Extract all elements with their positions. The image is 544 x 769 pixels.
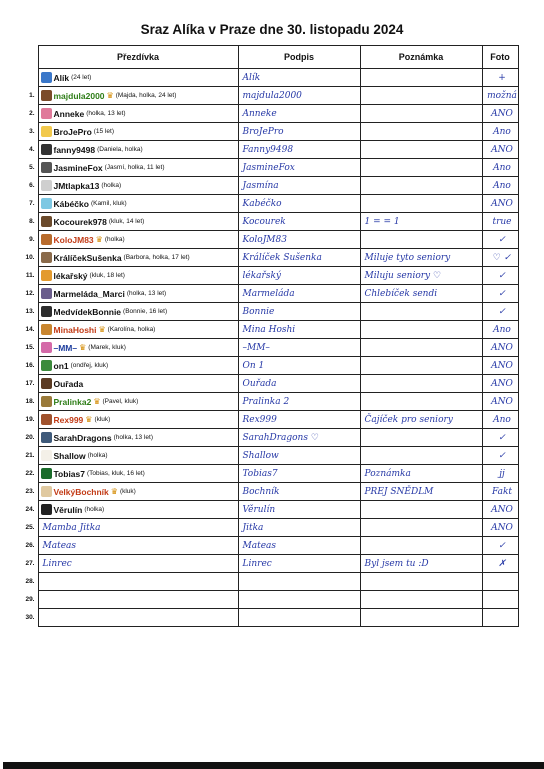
photo-cell: ANO	[482, 357, 518, 375]
photo-cell: jj	[482, 465, 518, 483]
table-row	[21, 555, 518, 573]
row-number: 28.	[21, 573, 38, 591]
table-row	[21, 519, 518, 537]
nickname: majdula2000	[53, 90, 105, 101]
signature-cell: BroJePro	[238, 123, 360, 141]
row-number: 2.	[21, 105, 38, 123]
avatar	[41, 216, 52, 227]
note-cell	[360, 447, 482, 465]
nickname-cell	[38, 555, 238, 573]
nickname-cell	[38, 105, 238, 123]
nickname-cell	[38, 573, 238, 591]
table-row	[21, 483, 518, 501]
table-row	[21, 123, 518, 141]
table-header-row	[21, 46, 518, 69]
photo-cell: ANO	[482, 519, 518, 537]
nickname-cell	[38, 69, 238, 87]
note-cell	[360, 177, 482, 195]
photo-cell: ANO	[482, 339, 518, 357]
page-title: Sraz Alíka v Praze dne 30. listopadu 2024	[140, 22, 404, 37]
row-number: 3.	[21, 123, 38, 141]
avatar	[41, 180, 52, 191]
avatar	[41, 342, 52, 353]
nickname-cell	[38, 267, 238, 285]
note-cell	[360, 141, 482, 159]
nickname-detail: (Kamil, kluk)	[90, 200, 127, 207]
row-number: 11.	[21, 267, 38, 285]
nickname-cell	[38, 357, 238, 375]
header-note: Poznámka	[360, 46, 482, 69]
table-row	[21, 159, 518, 177]
nickname: Věrulín	[53, 504, 83, 515]
row-number: 20.	[21, 429, 38, 447]
signature-cell: Anneke	[238, 105, 360, 123]
signature-cell: lékařský	[238, 267, 360, 285]
nickname-cell	[38, 411, 238, 429]
nickname: JasmineFox	[53, 162, 103, 173]
note-cell: Chlebíček sendi	[360, 285, 482, 303]
signature-cell: Králíček Sušenka	[238, 249, 360, 267]
table-row	[21, 573, 518, 591]
photo-cell: ✓	[482, 303, 518, 321]
note-cell	[360, 159, 482, 177]
nickname-cell	[38, 303, 238, 321]
nickname: Pralinka2	[53, 396, 92, 407]
header-number	[21, 46, 38, 69]
photo-cell: Ano	[482, 123, 518, 141]
table-row	[21, 231, 518, 249]
photo-cell	[482, 591, 518, 609]
nickname-cell	[38, 483, 238, 501]
avatar	[41, 486, 52, 497]
avatar	[41, 360, 52, 371]
nickname-detail: (Tobias, kluk, 16 let)	[87, 470, 145, 477]
nickname-detail: (Karolína, holka)	[107, 326, 156, 333]
signature-cell: Mateas	[238, 537, 360, 555]
row-number: 19.	[21, 411, 38, 429]
note-cell: Poznámka	[360, 465, 482, 483]
photo-cell: Ano	[482, 321, 518, 339]
avatar	[41, 252, 52, 263]
avatar	[41, 162, 52, 173]
row-number: 22.	[21, 465, 38, 483]
photo-cell	[482, 609, 518, 627]
photo-cell: ANO	[482, 393, 518, 411]
table-row	[21, 213, 518, 231]
nickname-cell	[38, 429, 238, 447]
nickname-cell	[38, 375, 238, 393]
table-body	[21, 69, 518, 627]
nickname-cell	[38, 537, 238, 555]
avatar	[41, 234, 52, 245]
nickname: Shallow	[53, 450, 86, 461]
note-cell	[360, 519, 482, 537]
crown-icon: ♛	[93, 397, 101, 406]
table-row	[21, 393, 518, 411]
signature-cell: Linrec	[238, 555, 360, 573]
avatar	[41, 378, 52, 389]
crown-icon: ♛	[98, 325, 106, 334]
avatar	[41, 270, 52, 281]
avatar	[41, 72, 52, 83]
nickname: –MM–	[53, 342, 78, 353]
crown-icon: ♛	[106, 91, 114, 100]
nickname: Rex999	[53, 414, 84, 425]
table-row	[21, 195, 518, 213]
nickname: fanny9498	[53, 144, 96, 155]
row-number: 8.	[21, 213, 38, 231]
nickname-cell	[38, 159, 238, 177]
note-cell	[360, 357, 482, 375]
note-cell	[360, 321, 482, 339]
nickname-cell	[38, 321, 238, 339]
nickname: BroJePro	[53, 126, 92, 137]
row-number: 17.	[21, 375, 38, 393]
row-number: 30.	[21, 609, 38, 627]
nickname-cell	[38, 141, 238, 159]
nickname-cell	[38, 591, 238, 609]
avatar	[41, 144, 52, 155]
row-number: 15.	[21, 339, 38, 357]
photo-cell: ✓	[482, 267, 518, 285]
nickname-cell	[38, 285, 238, 303]
avatar	[41, 432, 52, 443]
signature-cell: majdula2000	[238, 87, 360, 105]
note-cell: Čajíček pro seniory	[360, 411, 482, 429]
signature-cell: –MM–	[238, 339, 360, 357]
note-cell	[360, 429, 482, 447]
nickname-detail: (holka, 13 let)	[126, 290, 167, 297]
nickname-cell	[38, 447, 238, 465]
photo-cell: ✓	[482, 285, 518, 303]
signature-cell	[238, 573, 360, 591]
note-cell	[360, 573, 482, 591]
note-cell	[360, 195, 482, 213]
nickname-cell	[38, 465, 238, 483]
scan-bottom-edge	[3, 762, 544, 769]
signature-cell: Kocourek	[238, 213, 360, 231]
row-number: 16.	[21, 357, 38, 375]
note-cell: 1 = = 1	[360, 213, 482, 231]
note-cell	[360, 501, 482, 519]
nickname-detail: (Barbora, holka, 17 let)	[123, 254, 190, 261]
nickname-detail: (kluk)	[119, 488, 136, 495]
handwritten-nickname: Linrec	[42, 558, 72, 569]
nickname: Marmeláda_Marci	[53, 288, 125, 299]
row-number	[21, 69, 38, 87]
row-number: 6.	[21, 177, 38, 195]
crown-icon: ♛	[79, 343, 87, 352]
table-row	[21, 429, 518, 447]
note-cell: PREJ SNĚDLM	[360, 483, 482, 501]
nickname: Kábéčko	[53, 198, 89, 209]
photo-cell: true	[482, 213, 518, 231]
photo-cell: ✓	[482, 429, 518, 447]
avatar	[41, 450, 52, 461]
photo-cell: ✗	[482, 555, 518, 573]
nickname: MinaHoshi	[53, 324, 97, 335]
row-number: 13.	[21, 303, 38, 321]
note-cell	[360, 87, 482, 105]
nickname: SarahDragons	[53, 432, 112, 443]
table-row	[21, 411, 518, 429]
nickname: Kocourek978	[53, 216, 107, 227]
avatar	[41, 324, 52, 335]
row-number: 21.	[21, 447, 38, 465]
avatar	[41, 396, 52, 407]
signature-cell	[238, 609, 360, 627]
photo-cell: Fakt	[482, 483, 518, 501]
row-number: 23.	[21, 483, 38, 501]
nickname-cell	[38, 609, 238, 627]
table-row	[21, 591, 518, 609]
photo-cell: ✓	[482, 447, 518, 465]
table-row	[21, 87, 518, 105]
signature-cell	[238, 591, 360, 609]
table-row	[21, 447, 518, 465]
table-row	[21, 321, 518, 339]
nickname-cell	[38, 87, 238, 105]
signature-cell: Bonnie	[238, 303, 360, 321]
row-number: 25.	[21, 519, 38, 537]
nickname-detail: (15 let)	[93, 128, 114, 135]
table-row	[21, 105, 518, 123]
signature-cell: Kabéčko	[238, 195, 360, 213]
row-number: 4.	[21, 141, 38, 159]
signature-cell: On 1	[238, 357, 360, 375]
nickname-cell	[38, 501, 238, 519]
avatar	[41, 468, 52, 479]
photo-cell: ✓	[482, 537, 518, 555]
handwritten-nickname: Mamba Jitka	[42, 522, 101, 533]
photo-cell: ANO	[482, 375, 518, 393]
note-cell	[360, 393, 482, 411]
nickname-cell	[38, 123, 238, 141]
signature-cell: Jitka	[238, 519, 360, 537]
row-number: 12.	[21, 285, 38, 303]
nickname-detail: (ondřej, kluk)	[70, 362, 109, 369]
nickname-detail: (kluk, 14 let)	[108, 218, 145, 225]
table-row	[21, 501, 518, 519]
avatar	[41, 414, 52, 425]
avatar	[41, 288, 52, 299]
note-cell	[360, 537, 482, 555]
row-number: 29.	[21, 591, 38, 609]
nickname-detail: (Pavel, kluk)	[102, 398, 139, 405]
header-nickname: Přezdívka	[38, 46, 238, 69]
row-number: 14.	[21, 321, 38, 339]
nickname-cell	[38, 393, 238, 411]
signature-cell: Fanny9498	[238, 141, 360, 159]
note-cell	[360, 231, 482, 249]
photo-cell: Ano	[482, 411, 518, 429]
signature-cell: Shallow	[238, 447, 360, 465]
signature-cell: KoloJM83	[238, 231, 360, 249]
photo-cell: Ano	[482, 177, 518, 195]
nickname-cell	[38, 249, 238, 267]
photo-cell: možná	[482, 87, 518, 105]
nickname-detail: (Bonnie, 16 let)	[123, 308, 168, 315]
photo-cell: Ano	[482, 159, 518, 177]
nickname-detail: (Marek, kluk)	[88, 344, 126, 351]
table-row	[21, 609, 518, 627]
table-row	[21, 339, 518, 357]
table-row	[21, 267, 518, 285]
nickname: JMtlapka13	[53, 180, 100, 191]
nickname: Tobias7	[53, 468, 85, 479]
nickname: KrálíčekSušenka	[53, 252, 122, 263]
row-number: 10.	[21, 249, 38, 267]
note-cell: Miluju seniory ♡	[360, 267, 482, 285]
note-cell	[360, 609, 482, 627]
crown-icon: ♛	[110, 487, 118, 496]
note-cell: Miluje tyto seniory	[360, 249, 482, 267]
nickname: lékařský	[53, 270, 88, 281]
nickname-cell	[38, 339, 238, 357]
nickname-detail: (24 let)	[71, 74, 92, 81]
signature-cell: Rex999	[238, 411, 360, 429]
header-signature: Podpis	[238, 46, 360, 69]
signature-cell: Věrulín	[238, 501, 360, 519]
signature-cell: Mina Hoshi	[238, 321, 360, 339]
nickname-detail: (holka)	[87, 452, 108, 459]
nickname-cell	[38, 177, 238, 195]
table-row	[21, 375, 518, 393]
photo-cell: ANO	[482, 501, 518, 519]
photo-cell	[482, 573, 518, 591]
nickname-cell	[38, 213, 238, 231]
row-number: 27.	[21, 555, 38, 573]
note-cell	[360, 591, 482, 609]
avatar	[41, 108, 52, 119]
signature-cell: Pralinka 2	[238, 393, 360, 411]
photo-cell: +	[482, 69, 518, 87]
nickname-detail: (kluk)	[94, 416, 111, 423]
nickname-detail: (holka)	[84, 506, 105, 513]
row-number: 26.	[21, 537, 38, 555]
table-row	[21, 357, 518, 375]
table-row	[21, 285, 518, 303]
avatar	[41, 90, 52, 101]
avatar	[41, 306, 52, 317]
note-cell	[360, 105, 482, 123]
nickname: MedvídekBonnie	[53, 306, 122, 317]
note-cell	[360, 339, 482, 357]
attendance-table	[21, 45, 519, 627]
table-row	[21, 465, 518, 483]
photo-cell: ✓	[482, 231, 518, 249]
nickname-detail: (Jasmí, holka, 11 let)	[104, 164, 165, 171]
nickname: KoloJM83	[53, 234, 94, 245]
note-cell	[360, 303, 482, 321]
signature-cell: Marmeláda	[238, 285, 360, 303]
table-row	[21, 69, 518, 87]
nickname: Anneke	[53, 108, 85, 119]
table-row	[21, 141, 518, 159]
avatar	[41, 504, 52, 515]
note-cell	[360, 123, 482, 141]
signature-cell: Ouřada	[238, 375, 360, 393]
nickname: Ouřada	[53, 378, 84, 389]
handwritten-nickname: Mateas	[42, 540, 77, 551]
nickname-cell	[38, 231, 238, 249]
row-number: 18.	[21, 393, 38, 411]
signature-cell: Alík	[238, 69, 360, 87]
nickname-cell	[38, 195, 238, 213]
photo-cell: ♡ ✓	[482, 249, 518, 267]
table-row	[21, 177, 518, 195]
photo-cell: ANO	[482, 105, 518, 123]
signature-cell: Tobias7	[238, 465, 360, 483]
signature-cell: SarahDragons ♡	[238, 429, 360, 447]
row-number: 9.	[21, 231, 38, 249]
nickname-detail: (Majda, holka, 24 let)	[115, 92, 177, 99]
table-row	[21, 537, 518, 555]
nickname-cell	[38, 519, 238, 537]
note-cell	[360, 69, 482, 87]
nickname-detail: (holka, 13 let)	[86, 110, 126, 117]
row-number: 24.	[21, 501, 38, 519]
photo-cell: ANO	[482, 141, 518, 159]
crown-icon: ♛	[95, 235, 103, 244]
crown-icon: ♛	[85, 415, 93, 424]
nickname: Alík	[53, 72, 70, 83]
nickname-detail: (holka)	[101, 182, 122, 189]
signature-cell: Bochník	[238, 483, 360, 501]
nickname-detail: (holka, 13 let)	[113, 434, 153, 441]
table-row	[21, 303, 518, 321]
row-number: 1.	[21, 87, 38, 105]
nickname-detail: (Daniela, holka)	[97, 146, 143, 153]
nickname: VelkýBochník	[53, 486, 109, 497]
nickname-detail: (holka)	[104, 236, 125, 243]
row-number: 5.	[21, 159, 38, 177]
signature-cell: JasmineFox	[238, 159, 360, 177]
nickname: on1	[53, 360, 69, 371]
note-cell: Byl jsem tu :D	[360, 555, 482, 573]
note-cell	[360, 375, 482, 393]
avatar	[41, 126, 52, 137]
table-row	[21, 249, 518, 267]
header-photo: Foto	[482, 46, 518, 69]
row-number: 7.	[21, 195, 38, 213]
nickname-detail: (kluk, 18 let)	[89, 272, 125, 279]
photo-cell: ANO	[482, 195, 518, 213]
signature-cell: Jasmína	[238, 177, 360, 195]
avatar	[41, 198, 52, 209]
